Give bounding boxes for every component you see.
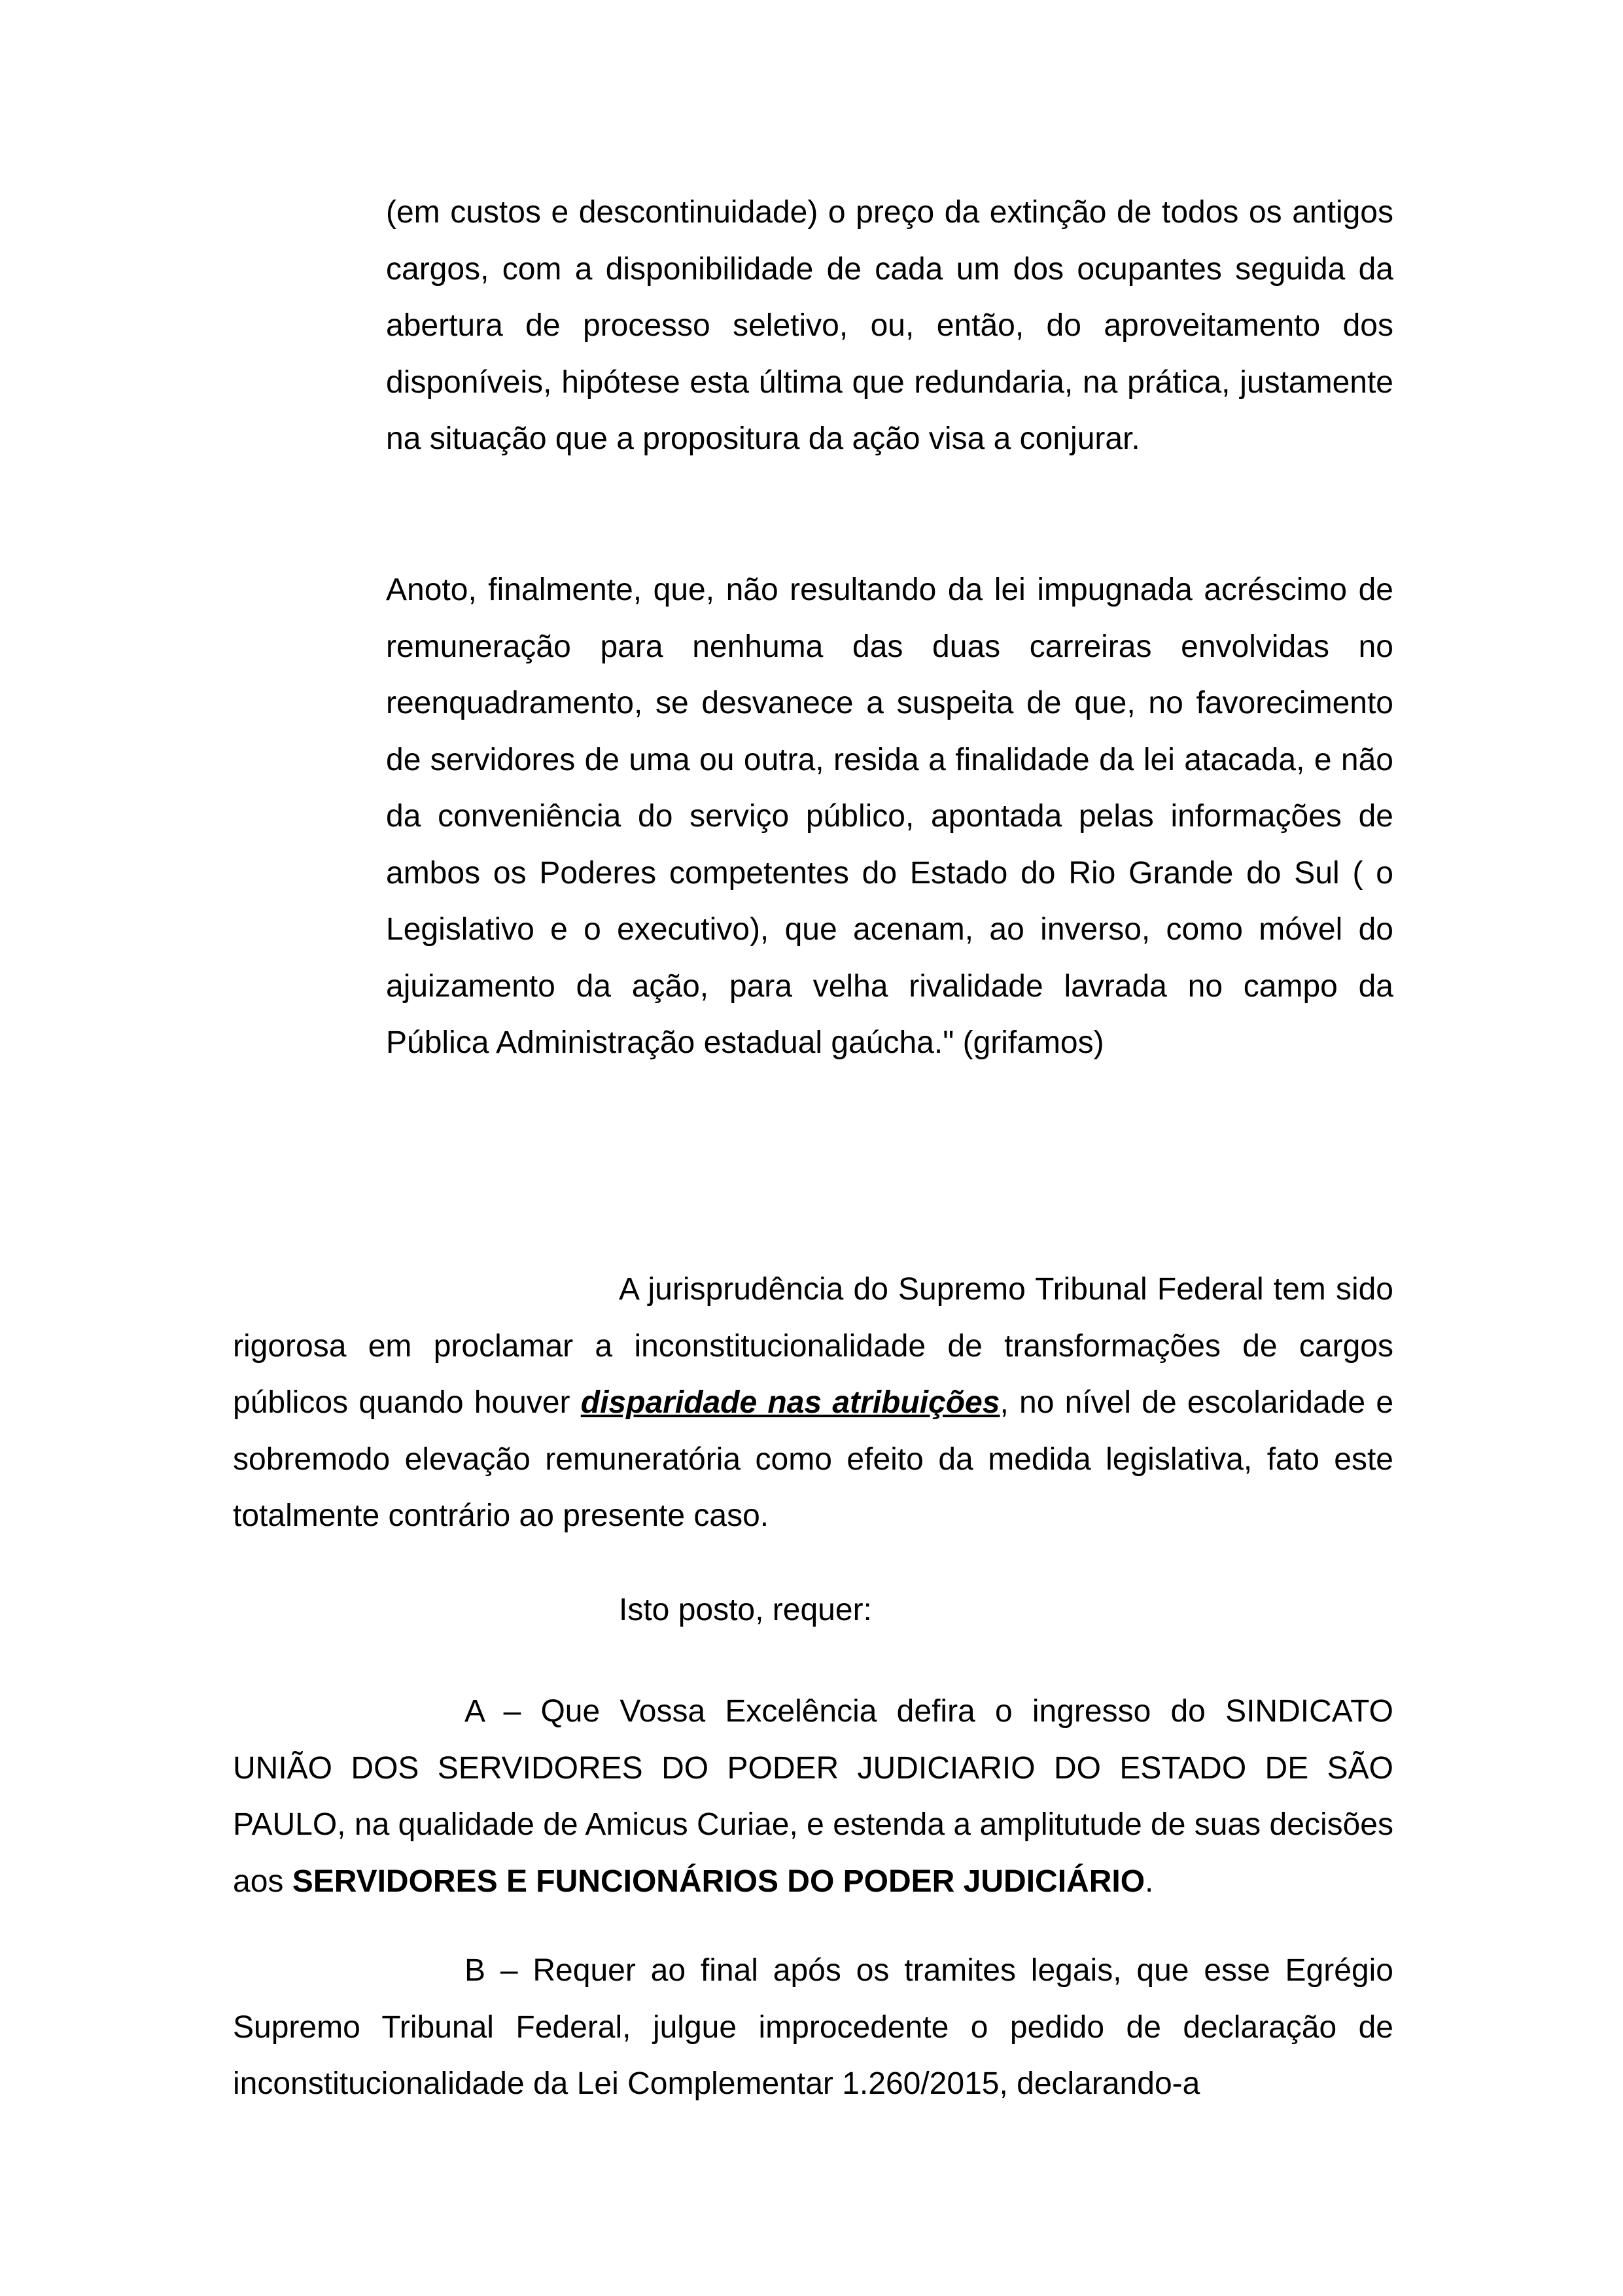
jurisprudence-text-after: , no nível de escolaridade e sobremodo elevação remuneratória como efeito da medida legislativa, fato este totalmente contrário ao presente caso.: [233, 1385, 1394, 1533]
item-a-text-before: A – Que Vossa Excelência defira o ingresso do SINDICATO UNIÃO DOS SERVIDORES DO PODER JUDICIARIO DO ESTADO DE SÃO PAULO, na qualidade de Amicus Curiae, e estenda a amplitutude de suas decisões aos: [233, 1694, 1393, 1899]
quote-paragraph-2: Anoto, finalmente, que, não resultando da lei impugnada acréscimo de remuneração para nenhuma das duas carreiras envolvidas no reenquadramento, se desvanece a suspeita de que, no favorecimento de servidores de uma ou outra, resida a finalidade da lei atacada, e não da conveniência do serviço público, apontada pelas informações de ambos os Poderes competentes do Estado do Rio Grande do Sul ( o Legislativo e o executivo), que acenam, ao inverso, como móvel do ajuizamento da ação, para velha rivalidade lavrada no campo da Pública Administração estadual gaúcha." (grifamos): [386, 573, 1393, 1060]
request-item-a: [233, 1684, 1393, 1910]
jurisprudence-text-before: A jurisprudência do Supremo Tribunal Federal tem sido rigorosa em proclamar a inconstitucionalidade de transformações de cargos públicos quando houver: [233, 1272, 1393, 1420]
request-item-b: B – Requer ao final após os tramites legais, que esse Egrégio Supremo Tribunal Federal, julgue improcedente o pedido de declaração de inconstitucionalidade da Lei Complementar 1.260/2015, declarando-a: [233, 1953, 1393, 2101]
jurisprudence-paragraph: [233, 1262, 1393, 1545]
item-a-text-after: .: [1145, 1863, 1154, 1899]
quote-paragraph-1: (em custos e descontinuidade) o preço da extinção de todos os antigos cargos, com a disponibilidade de cada um dos ocupantes seguida da abertura de processo seletivo, ou, então, do aproveitamento dos disponíveis, hipótese esta última que redundaria, na prática, justamente na situação que a propositura da ação visa a conjurar.: [386, 195, 1393, 456]
item-a-bold-text: SERVIDORES E FUNCIONÁRIOS DO PODER JUDICIÁRIO: [292, 1863, 1145, 1899]
request-intro: Isto posto, requer:: [619, 1593, 872, 1627]
jurisprudence-emphasis: disparidade nas atribuições: [580, 1385, 1000, 1420]
